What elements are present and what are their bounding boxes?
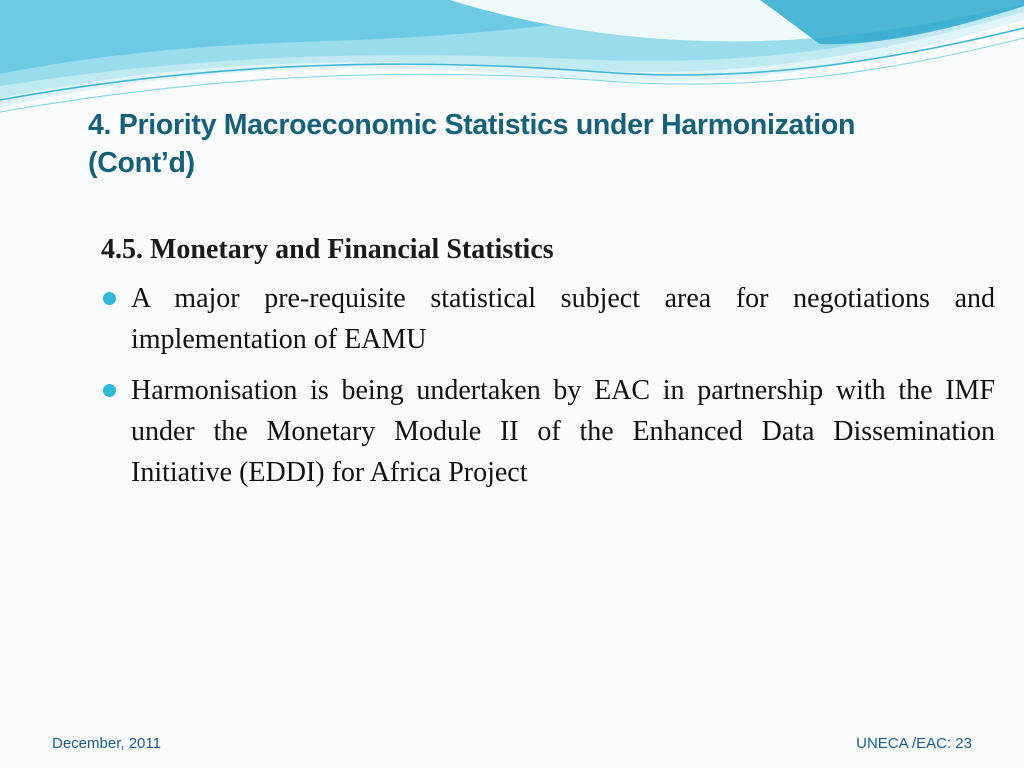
bullet-text: A major pre-requisite statistical subject area for negotiations and implementation of EAMU xyxy=(131,283,995,355)
bullet-item xyxy=(101,278,995,360)
bullet-item xyxy=(101,370,995,493)
slide-title-line-1: 4. Priority Macroeconomic Statistics under Harmonization xyxy=(88,109,856,141)
bullet-dot-icon xyxy=(103,292,116,305)
section-subheading: 4.5. Monetary and Financial Statistics xyxy=(101,234,554,265)
footer-page-number: UNECA /EAC: 23 xyxy=(856,735,972,752)
footer-date: December, 2011 xyxy=(52,735,161,752)
slide-title-line-2: (Cont’d) xyxy=(88,147,195,179)
bullet-dot-icon xyxy=(103,384,116,397)
slide-body xyxy=(101,230,995,503)
bullet-text: Harmonisation is being undertaken by EAC in partnership with the IMF under the Monetary Module II of the Enhanced Data Dissemination Initiative (EDDI) for Africa Project xyxy=(131,375,995,488)
slide-title xyxy=(88,106,968,182)
